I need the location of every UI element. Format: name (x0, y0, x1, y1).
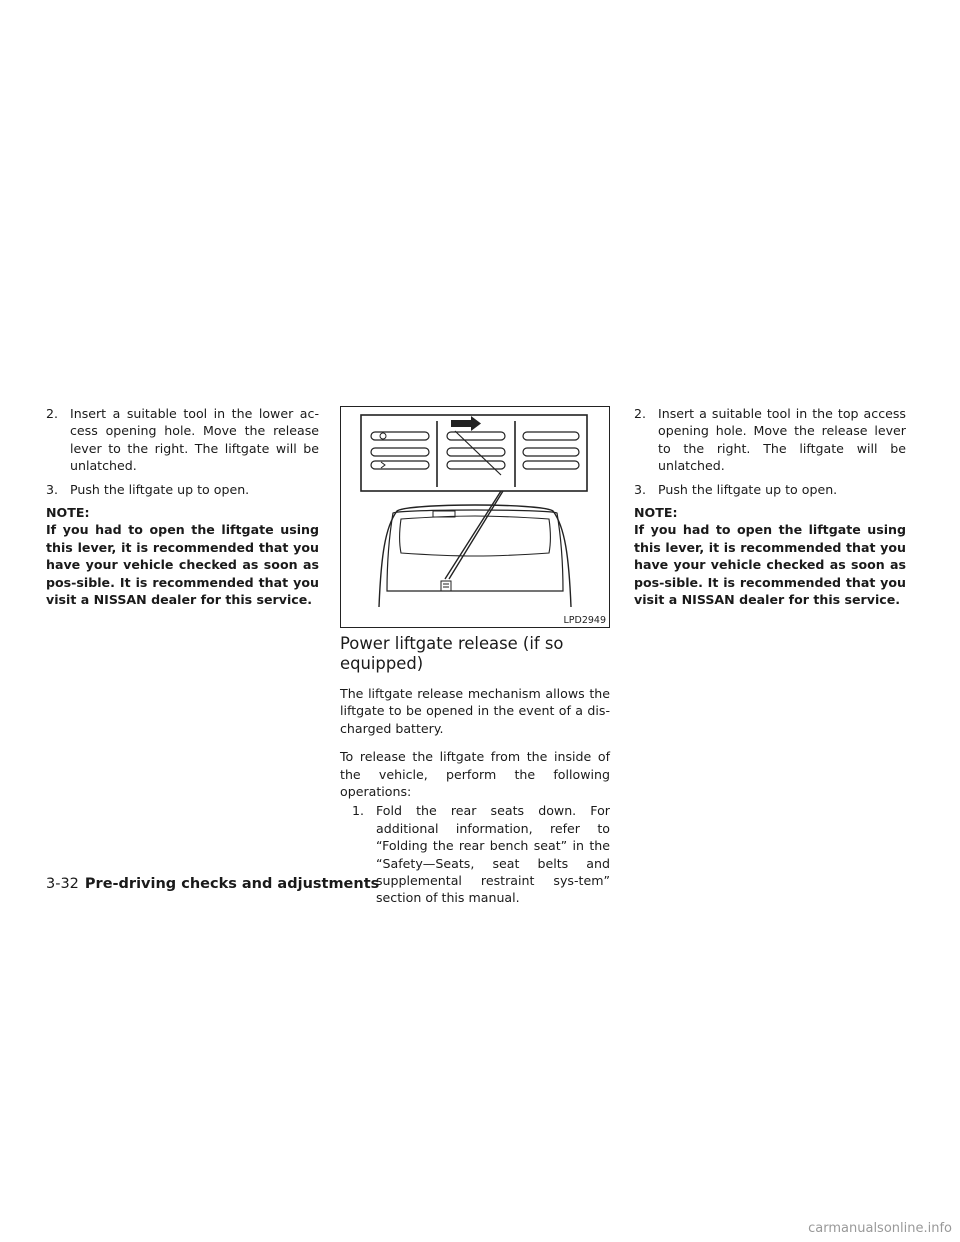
page-number: 3-32 (46, 876, 79, 892)
step-text: Fold the rear seats down. For additional information, refer to “Folding the rear bench seat” in the “Safety—Seats, seat belts and supplemental restraint sys-tem” section of this manual. (376, 803, 610, 906)
section-heading: Power liftgate release (if so equipped) (340, 634, 564, 673)
list-item (352, 802, 610, 906)
section-title: Pre-driving checks and adjustments (84, 876, 380, 892)
paragraph: The liftgate release mechanism allows the liftgate to be opened in the event of a dis-charged battery. (340, 686, 610, 736)
middle-column (340, 634, 610, 913)
list-item (634, 405, 906, 475)
liftgate-diagram (341, 407, 609, 627)
step-number: 3. (634, 481, 647, 497)
page-footer (46, 876, 379, 892)
figure-code: LPD2949 (563, 615, 606, 626)
step-text: Push the liftgate up to open. (658, 481, 838, 497)
paragraph: To release the liftgate from the inside of the vehicle, perform the following operations: (340, 749, 610, 800)
note-body: If you had to open the liftgate using this lever, it is recommended that you have your vehicle checked as soon as pos-sible. It is recommended that you visit a NISSAN dealer for this service. (634, 522, 906, 608)
right-column (634, 405, 906, 608)
step-text: Insert a suitable tool in the top access opening hole. Move the release lever to the right. The liftgate will be unlatched. (658, 406, 906, 474)
step-number: 2. (46, 406, 59, 421)
note-label: NOTE: (634, 505, 678, 521)
note-body: If you had to open the liftgate using this lever, it is recommended that you have your vehicle checked as soon as pos-sible. It is recommended that you visit a NISSAN dealer for this service. (46, 522, 319, 608)
list-item (46, 405, 319, 475)
left-column (46, 405, 319, 608)
step-number: 3. (46, 481, 59, 497)
list-item (46, 481, 319, 498)
liftgate-release-illustration (340, 406, 610, 628)
step-number: 2. (634, 406, 647, 421)
watermark[interactable]: carmanualsonline.info (808, 1221, 952, 1236)
step-text: Insert a suitable tool in the lower ac-cess opening hole. Move the release lever to the right. The liftgate will be unlatched. (70, 406, 319, 474)
step-number: 1. (352, 803, 365, 819)
list-item (634, 481, 906, 498)
step-text: Push the liftgate up to open. (70, 481, 250, 497)
note-label: NOTE: (46, 505, 90, 521)
